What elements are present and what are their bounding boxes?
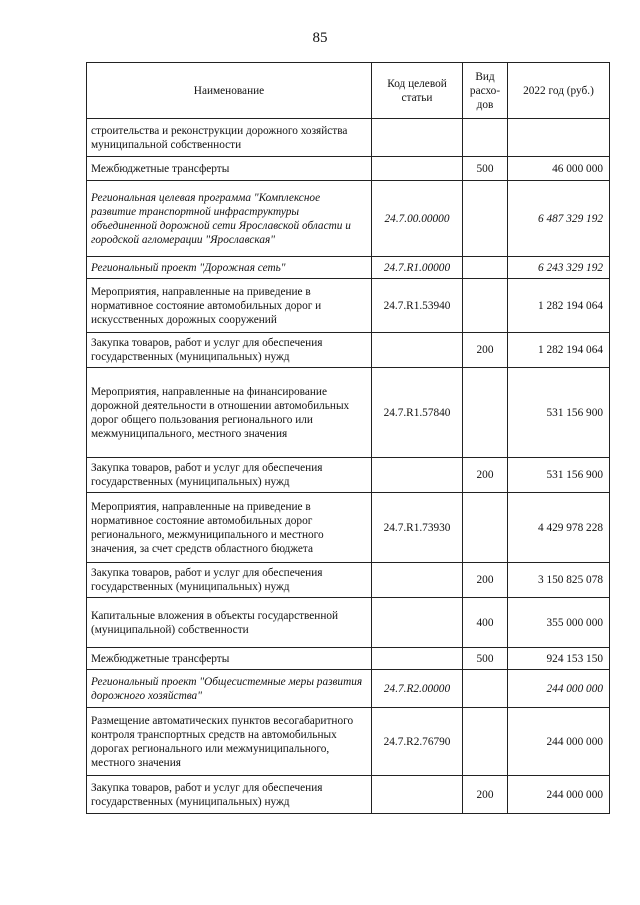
- table-body: [87, 119, 610, 814]
- cell-type: [463, 368, 508, 458]
- cell-code: [372, 598, 463, 648]
- cell-amount: 3 150 825 078: [508, 563, 610, 598]
- cell-amount: 531 156 900: [508, 458, 610, 493]
- table-header-row: [87, 63, 610, 119]
- cell-name: Региональная целевая программа "Комплексное развитие транспортной инфраструктуры объединенной дорожной сети Ярославской области и городской агломерации "Ярославская": [87, 181, 372, 257]
- cell-name: Межбюджетные трансферты: [87, 648, 372, 670]
- cell-name: Межбюджетные трансферты: [87, 157, 372, 181]
- cell-name: Закупка товаров, работ и услуг для обеспечения государственных (муниципальных) нужд: [87, 776, 372, 814]
- page-number: 85: [312, 30, 328, 46]
- cell-amount: 6 243 329 192: [508, 257, 610, 279]
- cell-type: 200: [463, 458, 508, 493]
- cell-name: Капитальные вложения в объекты государственной (муниципальной) собственности: [87, 598, 372, 648]
- cell-name: Размещение автоматических пунктов весогабаритного контроля транспортных средств на автомобильных дорогах регионального или межмуниципального, местного значения: [87, 708, 372, 776]
- cell-amount: 924 153 150: [508, 648, 610, 670]
- cell-amount: 244 000 000: [508, 776, 610, 814]
- cell-type: [463, 257, 508, 279]
- cell-name: Региональный проект "Общесистемные меры развития дорожного хозяйства": [87, 670, 372, 708]
- header-amount: 2022 год (руб.): [508, 63, 610, 119]
- cell-name: Закупка товаров, работ и услуг для обеспечения государственных (муниципальных) нужд: [87, 458, 372, 493]
- cell-amount: 531 156 900: [508, 368, 610, 458]
- table-row: [87, 333, 610, 368]
- cell-code: [372, 157, 463, 181]
- cell-type: 200: [463, 563, 508, 598]
- cell-amount: 4 429 978 228: [508, 493, 610, 563]
- table-row: [87, 257, 610, 279]
- cell-code: [372, 648, 463, 670]
- cell-amount: 1 282 194 064: [508, 333, 610, 368]
- budget-table: [86, 62, 610, 814]
- header-code: Код целевой статьи: [372, 63, 463, 119]
- cell-code: [372, 776, 463, 814]
- cell-name: Закупка товаров, работ и услуг для обеспечения государственных (муниципальных) нужд: [87, 563, 372, 598]
- cell-type: [463, 670, 508, 708]
- cell-type: 400: [463, 598, 508, 648]
- table-row: [87, 157, 610, 181]
- table-row: [87, 279, 610, 333]
- header-name: Наименование: [87, 63, 372, 119]
- table-row: [87, 708, 610, 776]
- table-row: [87, 458, 610, 493]
- cell-name: Мероприятия, направленные на приведение в нормативное состояние автомобильных дорог и искусственных дорожных сооружений: [87, 279, 372, 333]
- table-row: [87, 670, 610, 708]
- cell-type: 200: [463, 776, 508, 814]
- cell-amount: 6 487 329 192: [508, 181, 610, 257]
- cell-type: [463, 181, 508, 257]
- cell-amount: 46 000 000: [508, 157, 610, 181]
- cell-type: [463, 119, 508, 157]
- table-row: [87, 181, 610, 257]
- cell-code: 24.7.R1.53940: [372, 279, 463, 333]
- cell-name: Мероприятия, направленные на приведение в нормативное состояние автомобильных дорог регионального, межмуниципального и местного значения, за счет средств областного бюджета: [87, 493, 372, 563]
- cell-type: [463, 708, 508, 776]
- cell-type: [463, 279, 508, 333]
- cell-code: [372, 563, 463, 598]
- table-row: [87, 776, 610, 814]
- table-row: [87, 119, 610, 157]
- table-row: [87, 493, 610, 563]
- cell-amount: 244 000 000: [508, 670, 610, 708]
- table-row: [87, 563, 610, 598]
- cell-code: 24.7.R1.00000: [372, 257, 463, 279]
- cell-name: Мероприятия, направленные на финансирование дорожной деятельности в отношении автомобильных дорог общего пользования регионального или межмуниципального, местного значения: [87, 368, 372, 458]
- cell-code: 24.7.R1.73930: [372, 493, 463, 563]
- cell-amount: 244 000 000: [508, 708, 610, 776]
- table-row: [87, 368, 610, 458]
- header-type: Вид расхо-дов: [463, 63, 508, 119]
- cell-name: строительства и реконструкции дорожного хозяйства муниципальной собственности: [87, 119, 372, 157]
- cell-type: [463, 493, 508, 563]
- cell-code: [372, 458, 463, 493]
- cell-code: [372, 333, 463, 368]
- cell-type: 200: [463, 333, 508, 368]
- cell-code: 24.7.00.00000: [372, 181, 463, 257]
- cell-code: 24.7.R2.00000: [372, 670, 463, 708]
- cell-amount: 355 000 000: [508, 598, 610, 648]
- cell-code: 24.7.R2.76790: [372, 708, 463, 776]
- table-row: [87, 598, 610, 648]
- cell-code: [372, 119, 463, 157]
- table-row: [87, 648, 610, 670]
- cell-type: 500: [463, 648, 508, 670]
- cell-amount: 1 282 194 064: [508, 279, 610, 333]
- cell-name: Региональный проект "Дорожная сеть": [87, 257, 372, 279]
- cell-code: 24.7.R1.57840: [372, 368, 463, 458]
- cell-type: 500: [463, 157, 508, 181]
- cell-name: Закупка товаров, работ и услуг для обеспечения государственных (муниципальных) нужд: [87, 333, 372, 368]
- cell-amount: [508, 119, 610, 157]
